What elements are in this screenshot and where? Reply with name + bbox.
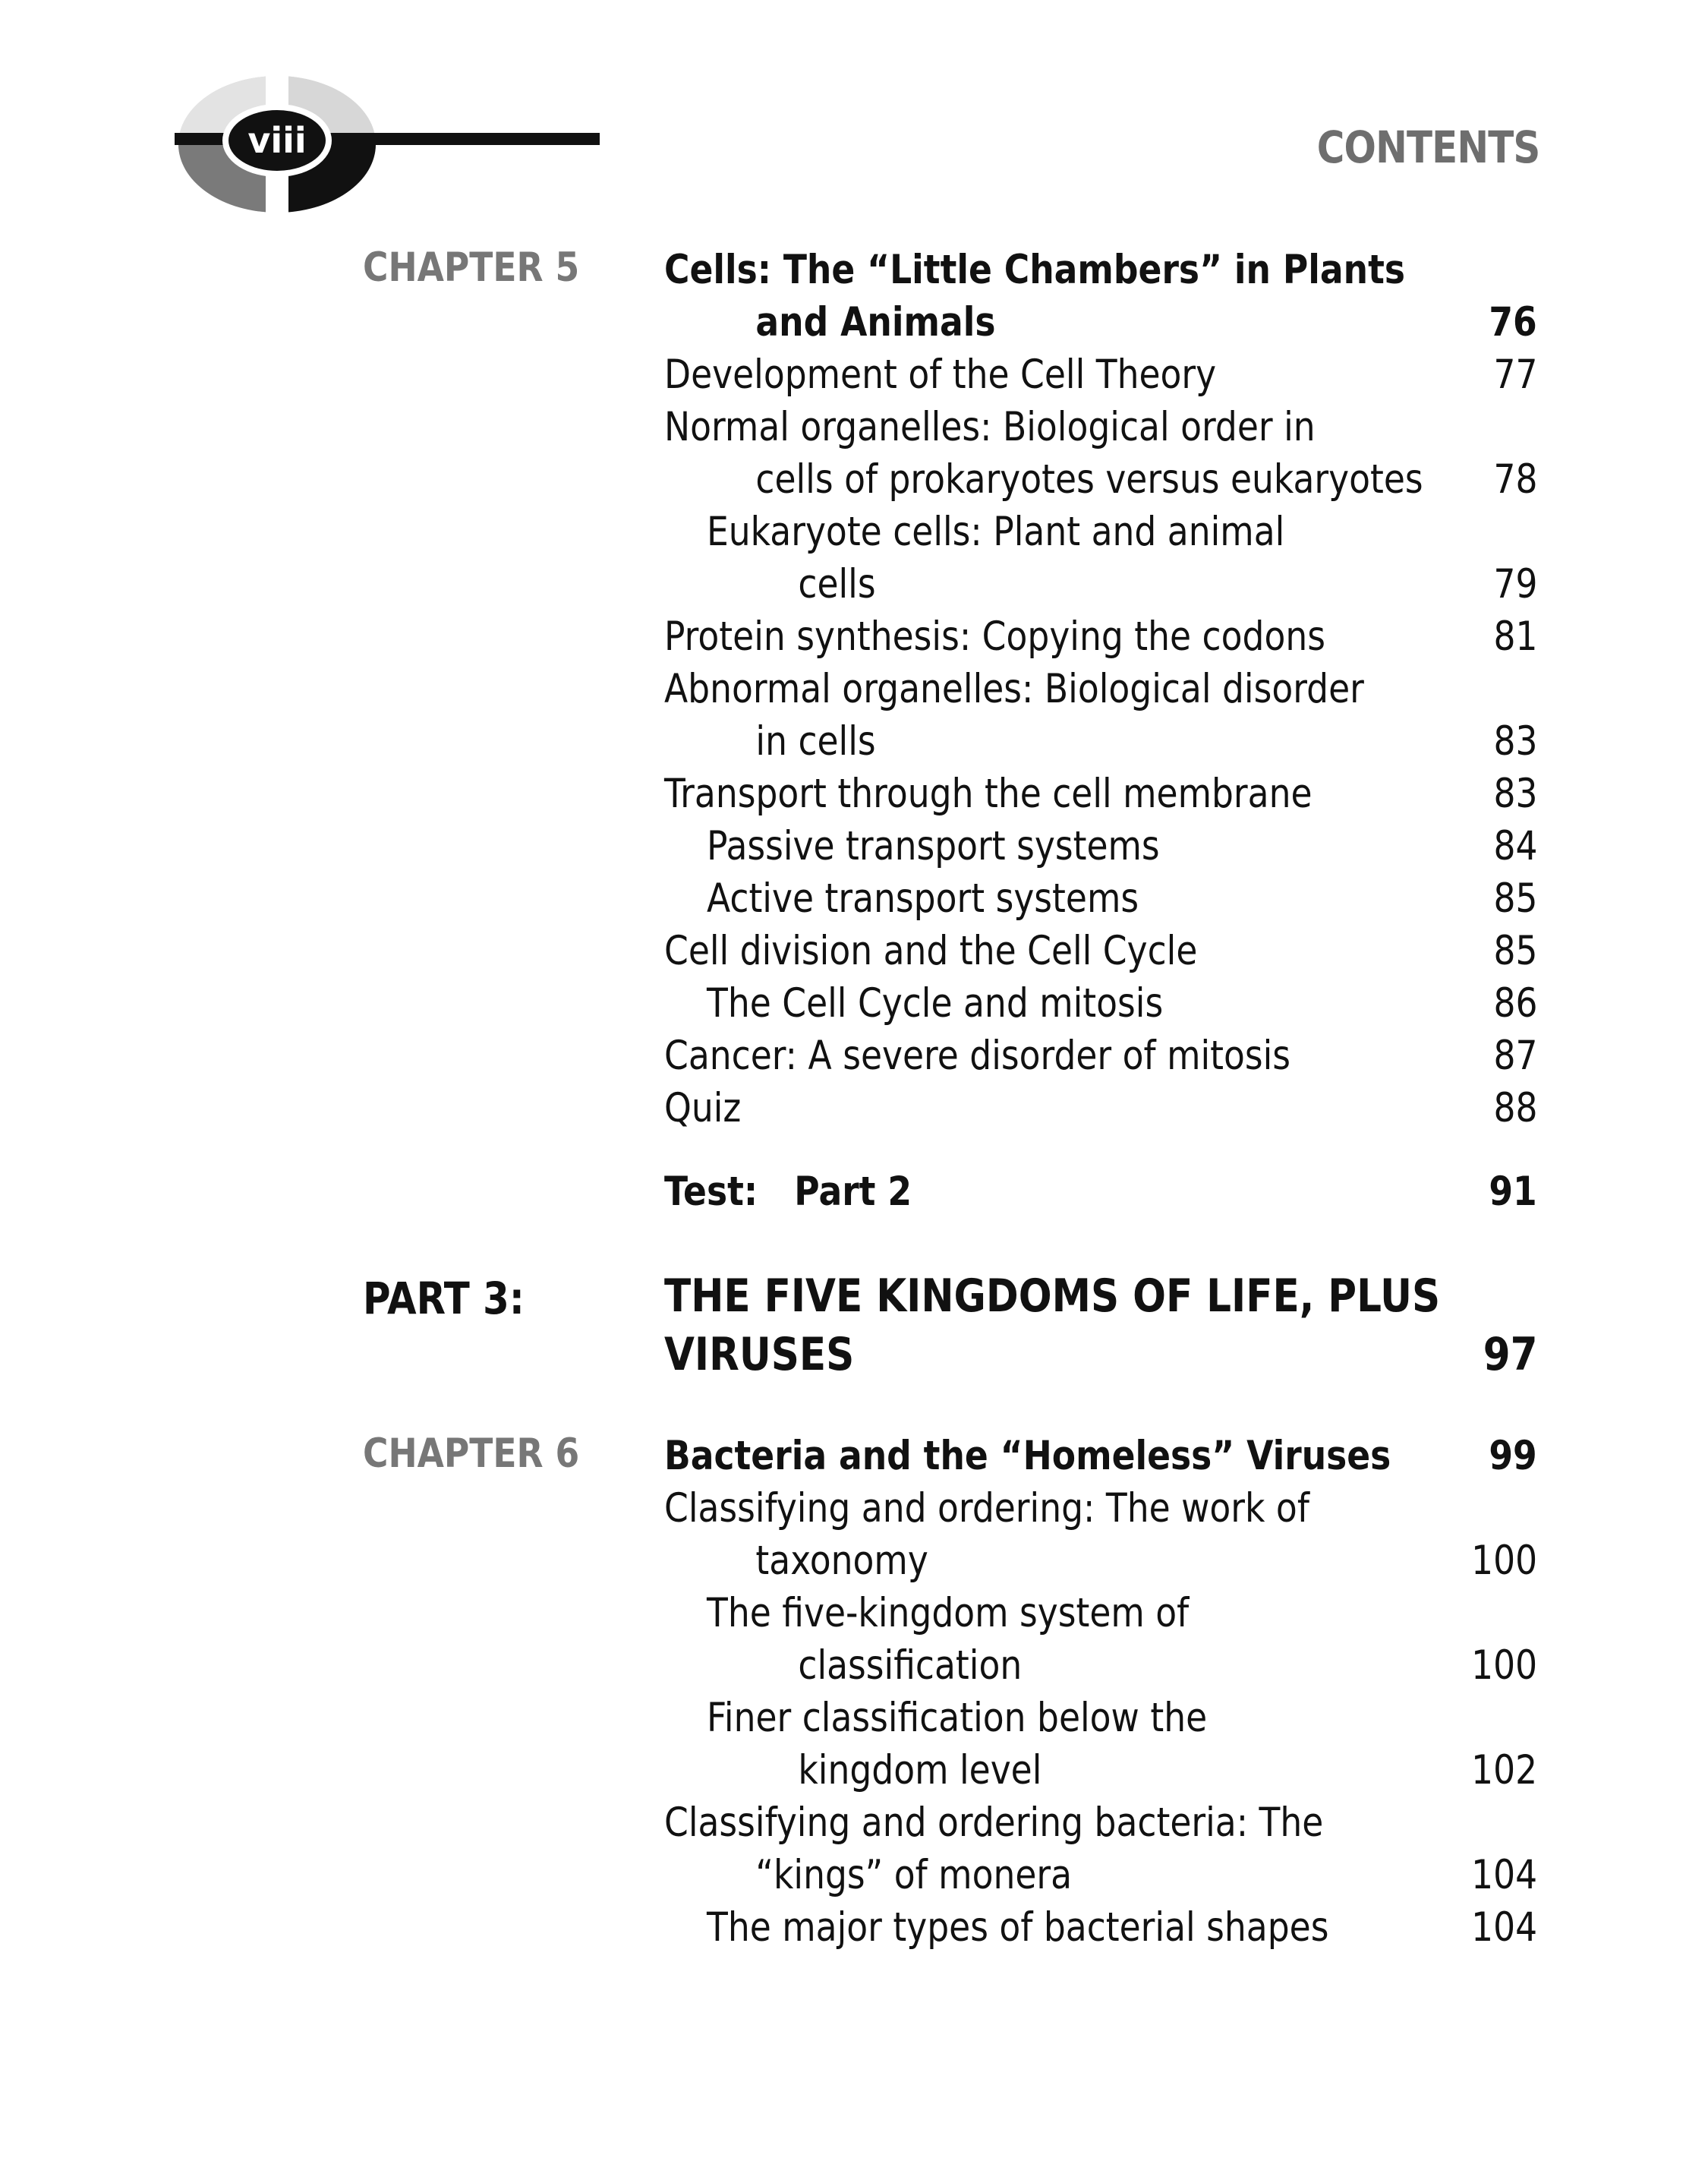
- toc-entry-text: in cells: [755, 718, 876, 765]
- toc-entry-text: Classifying and ordering: The work of: [664, 1485, 1309, 1532]
- toc-entry-page: 77: [1492, 352, 1537, 398]
- chapter-5-title-line2: and Animals: [755, 299, 996, 345]
- toc-entry-page: 83: [1492, 771, 1537, 817]
- toc-entry-text: Passive transport systems: [707, 823, 1160, 869]
- chapter-5-label: CHAPTER 5: [363, 244, 580, 291]
- part-3-label: PART 3:: [363, 1273, 525, 1324]
- toc-entry-text: Cell division and the Cell Cycle: [664, 928, 1198, 974]
- toc-entry-page: 85: [1492, 875, 1537, 922]
- toc-entry-text: The major types of bacterial shapes: [707, 1904, 1329, 1951]
- toc-entry-page: 102: [1470, 1747, 1537, 1793]
- toc-entry-text: The five-kingdom system of: [707, 1590, 1190, 1636]
- toc-entry-text: Abnormal organelles: Biological disorder: [664, 666, 1364, 712]
- chapter-5-title-page: 76: [1489, 299, 1537, 345]
- toc-entry-page: 84: [1492, 823, 1537, 869]
- contents-title: CONTENTS: [1316, 121, 1539, 173]
- toc-entry-page: 100: [1470, 1538, 1537, 1584]
- test-label: Test:: [664, 1169, 758, 1215]
- toc-entry-page: 78: [1492, 456, 1537, 503]
- part-3-page: 97: [1483, 1328, 1537, 1381]
- part-3-title-line1: THE FIVE KINGDOMS OF LIFE, PLUS: [664, 1270, 1441, 1323]
- toc-entry-text: Transport through the cell membrane: [664, 771, 1313, 817]
- toc-entry-text: “kings” of monera: [755, 1852, 1073, 1898]
- toc-entry-text: Eukaryote cells: Plant and animal: [707, 509, 1285, 555]
- page-number: viii: [247, 120, 307, 161]
- toc-entry-text: cells of prokaryotes versus eukaryotes: [755, 456, 1423, 503]
- toc-entry-page: 87: [1492, 1033, 1537, 1079]
- toc-entry-page: 86: [1492, 980, 1537, 1027]
- toc-entry-text: kingdom level: [798, 1747, 1042, 1793]
- toc-entry-page: 100: [1470, 1642, 1537, 1689]
- toc-entry-page: 104: [1470, 1904, 1537, 1951]
- toc-entry-text: Cancer: A severe disorder of mitosis: [664, 1033, 1291, 1079]
- part-3-title-line2: VIRUSES: [664, 1328, 855, 1381]
- chapter-6-label: CHAPTER 6: [363, 1431, 580, 1477]
- toc-entry-page: 88: [1492, 1085, 1537, 1131]
- toc-entry-text: cells: [798, 561, 876, 607]
- toc-entry-text: Protein synthesis: Copying the codons: [664, 614, 1325, 660]
- toc-entry-text: Finer classification below the: [707, 1695, 1208, 1741]
- toc-entry-text: Development of the Cell Theory: [664, 352, 1217, 398]
- toc-entry-text: The Cell Cycle and mitosis: [707, 980, 1164, 1027]
- toc-entry-text: Active transport systems: [707, 875, 1139, 922]
- chapter-5-title-line1: Cells: The “Little Chambers” in Plants: [664, 247, 1405, 293]
- test-title: Part 2: [794, 1169, 912, 1215]
- toc-entry-text: Normal organelles: Biological order in: [664, 404, 1316, 450]
- chapter-6-title-text: Bacteria and the “Homeless” Viruses: [664, 1433, 1391, 1479]
- toc-entry-page: 81: [1492, 614, 1537, 660]
- toc-entry-page: 79: [1492, 561, 1537, 607]
- toc-entry-text: Classifying and ordering bacteria: The: [664, 1800, 1324, 1846]
- chapter-6-title-page: 99: [1489, 1433, 1537, 1479]
- toc-entry-page: 85: [1492, 928, 1537, 974]
- toc-entry-text: taxonomy: [755, 1538, 928, 1584]
- toc-entry-page: 104: [1470, 1852, 1537, 1898]
- test-page: 91: [1489, 1169, 1537, 1215]
- toc-entry-text: classification: [798, 1642, 1023, 1689]
- toc-entry-page: 83: [1492, 718, 1537, 765]
- toc-entry-text: Quiz: [664, 1085, 742, 1131]
- page-number-logo: [175, 72, 600, 216]
